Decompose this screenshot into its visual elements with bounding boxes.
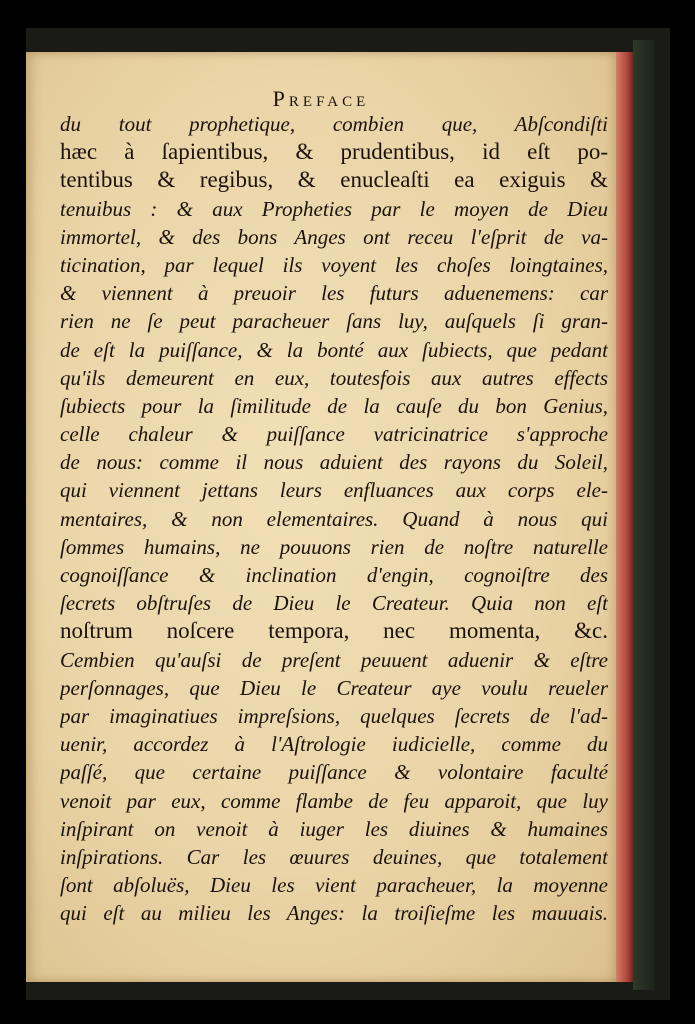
- text-line: ſommes humains, ne pouuons rien de noſtre naturelle: [60, 534, 608, 559]
- text-line: uenir, accordez à l'Aſtrologie iudicielle, comme du: [60, 732, 608, 757]
- text-line: noſtrum noſcere tempora, nec momenta, &c.: [60, 618, 608, 644]
- text-line: paſſé, que certaine puiſſance & volontaire faculté: [60, 760, 608, 785]
- text-line: ſont abſoluës, Dieu les vient paracheuer, la moyenne: [60, 873, 608, 898]
- text-line: par imaginatiues impreſsions, quelques ſecrets de l'ad-: [60, 703, 608, 728]
- text-line: inſpirant on venoit à iuger les diuines & humaines: [60, 816, 608, 841]
- book-cover-edge: [633, 40, 655, 990]
- text-line: inſpirations. Car les œuures deuines, que totalement: [60, 844, 608, 869]
- text-line: ſubiects pour la ſimilitude de la cauſe du bon Genius,: [60, 393, 608, 418]
- text-line: ticination, par lequel ils voyent les choſes loingtaines,: [60, 252, 608, 277]
- text-line: tenuibus : & aux Propheties par le moyen de Dieu: [60, 196, 608, 221]
- page-heading: Preface: [272, 86, 370, 111]
- text-line: cognoiſſance & inclination d'engin, cognoiſtre des: [60, 563, 608, 587]
- text-line: mentaires, & non elementaires. Quand à nous qui: [60, 506, 608, 531]
- text-line: rien ne ſe peut paracheuer ſans luy, auſquels ſi gran-: [60, 309, 608, 334]
- text-line: Cembien qu'auſsi de preſent peuuent aduenir & eſtre: [60, 647, 608, 672]
- book-page: [26, 52, 616, 982]
- text-line: & viennent à preuoir les futurs aduenemens: car: [60, 281, 608, 306]
- text-line: ſecrets obſtruſes de Dieu le Createur. Quia non eſt: [60, 591, 608, 616]
- text-line: qu'ils demeurent en eux, toutesfois aux autres effects: [60, 365, 608, 390]
- text-line: tentibus & regibus, & enucleaſti ea exiguis &: [60, 167, 608, 193]
- text-line: venoit par eux, comme flambe de feu apparoit, que luy: [60, 788, 608, 813]
- body-text: [60, 110, 608, 927]
- text-line: hæc à ſapientibus, & prudentibus, id eſt po-: [60, 139, 608, 165]
- text-line: immortel, & des bons Anges ont receu l'eſprit de va-: [60, 224, 608, 249]
- text-line: qui eſt au milieu les Anges: la troiſieſme les mauuais.: [60, 901, 608, 926]
- text-line: de eſt la puiſſance, & la bonté aux ſubiects, que pedant: [60, 337, 608, 362]
- text-line: celle chaleur & puiſſance vatricinatrice s'approche: [60, 422, 608, 447]
- text-line: du tout prophetique, combien que, Abſcondiſti: [60, 112, 608, 136]
- text-line: de nous: comme il nous aduient des rayons du Soleil,: [60, 450, 608, 475]
- text-line: qui viennent jettans leurs enfluances aux corps ele-: [60, 478, 608, 503]
- text-line: perſonnages, que Dieu le Createur aye voulu reueler: [60, 675, 608, 700]
